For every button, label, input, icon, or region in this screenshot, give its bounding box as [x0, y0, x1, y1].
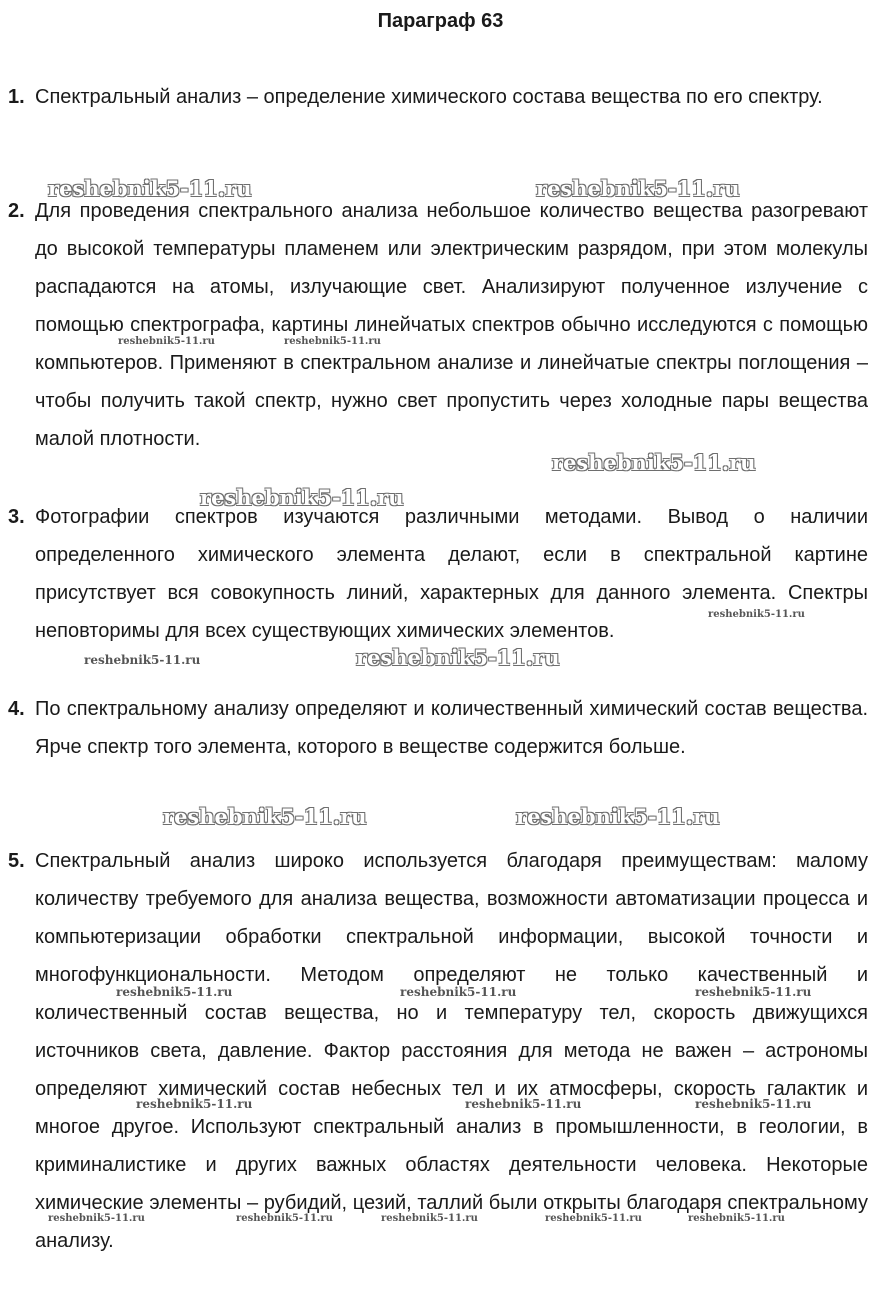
item-number: 2. [8, 200, 25, 222]
watermark: reshebnik5-11.ru [48, 176, 252, 201]
item-text: По спектральному анализу определяют и количественный химический состав вещества. Ярче спектр того элемента, которого в веществе содержится больше. [35, 698, 868, 758]
watermark: reshebnik5-11.ru [118, 336, 215, 347]
watermark: reshebnik5-11.ru [545, 1213, 642, 1224]
watermark: reshebnik5-11.ru [552, 450, 756, 475]
page-title: Параграф 63 [377, 10, 504, 32]
watermark: reshebnik5-11.ru [136, 1097, 253, 1111]
watermark: reshebnik5-11.ru [200, 485, 404, 510]
watermark: reshebnik5-11.ru [516, 804, 720, 829]
item-text: Спектральный анализ – определение химического состава вещества по его спектру. [35, 86, 823, 108]
watermark: reshebnik5-11.ru [163, 804, 367, 829]
list-item-1 [8, 78, 868, 116]
list-item-2 [8, 192, 868, 458]
list-item-5 [8, 842, 868, 1260]
item-number: 1. [8, 86, 25, 108]
list-item-4 [8, 690, 868, 766]
watermark: reshebnik5-11.ru [84, 653, 201, 667]
watermark: reshebnik5-11.ru [381, 1213, 478, 1224]
watermark: reshebnik5-11.ru [284, 336, 381, 347]
watermark: reshebnik5-11.ru [116, 985, 233, 999]
watermark: reshebnik5-11.ru [48, 1213, 145, 1224]
watermark: reshebnik5-11.ru [400, 985, 517, 999]
watermark: reshebnik5-11.ru [695, 985, 812, 999]
item-number: 4. [8, 698, 25, 720]
item-number: 3. [8, 506, 25, 528]
watermark: reshebnik5-11.ru [356, 645, 560, 670]
item-text: Фотографии спектров изучаются различными методами. Вывод о наличии определенного химического элемента делают, если в спектральной картине присутствует вся совокупность линий, характерных для данного элемента. Спектры неповторимы для всех существующих химических элементов. [35, 506, 868, 642]
watermark: reshebnik5-11.ru [695, 1097, 812, 1111]
watermark: reshebnik5-11.ru [708, 609, 805, 620]
item-text: Для проведения спектрального анализа небольшое количество вещества разогревают до высокой температуры пламенем или электрическим разрядом, при этом молекулы распадаются на атомы, излучающие свет. Анализируют полученное излучение с помощью спектрографа, картины линейчатых спектров обычно исследуются с помощью компьютеров. Применяют в спектральном анализе и линейчатые спектры поглощения – чтобы получить такой спектр, нужно свет пропустить через холодные пары вещества малой плотности. [35, 200, 868, 450]
item-number: 5. [8, 850, 25, 872]
watermark: reshebnik5-11.ru [465, 1097, 582, 1111]
watermark: reshebnik5-11.ru [236, 1213, 333, 1224]
list-item-3 [8, 498, 868, 650]
item-text: Спектральный анализ широко используется благодаря преимуществам: малому количеству требуемого для анализа вещества, возможности автоматизации процесса и компьютеризации обработки спектральной информации, высокой точности и многофункциональности. Методом определяют не только качественный и количественный состав вещества, но и температуру тел, скорость движущихся источников света, давление. Фактор расстояния для метода не важен – астрономы определяют химический состав небесных тел и их атмосферы, скорость галактик и многое другое. Используют спектральный анализ в промышленности, в геологии, в криминалистике и других важных областях деятельности человека. Некоторые химические элементы – рубидий, цезий, таллий были открыты благодаря спектральному анализу. [35, 850, 868, 1252]
watermark: reshebnik5-11.ru [688, 1213, 785, 1224]
watermark: reshebnik5-11.ru [536, 176, 740, 201]
